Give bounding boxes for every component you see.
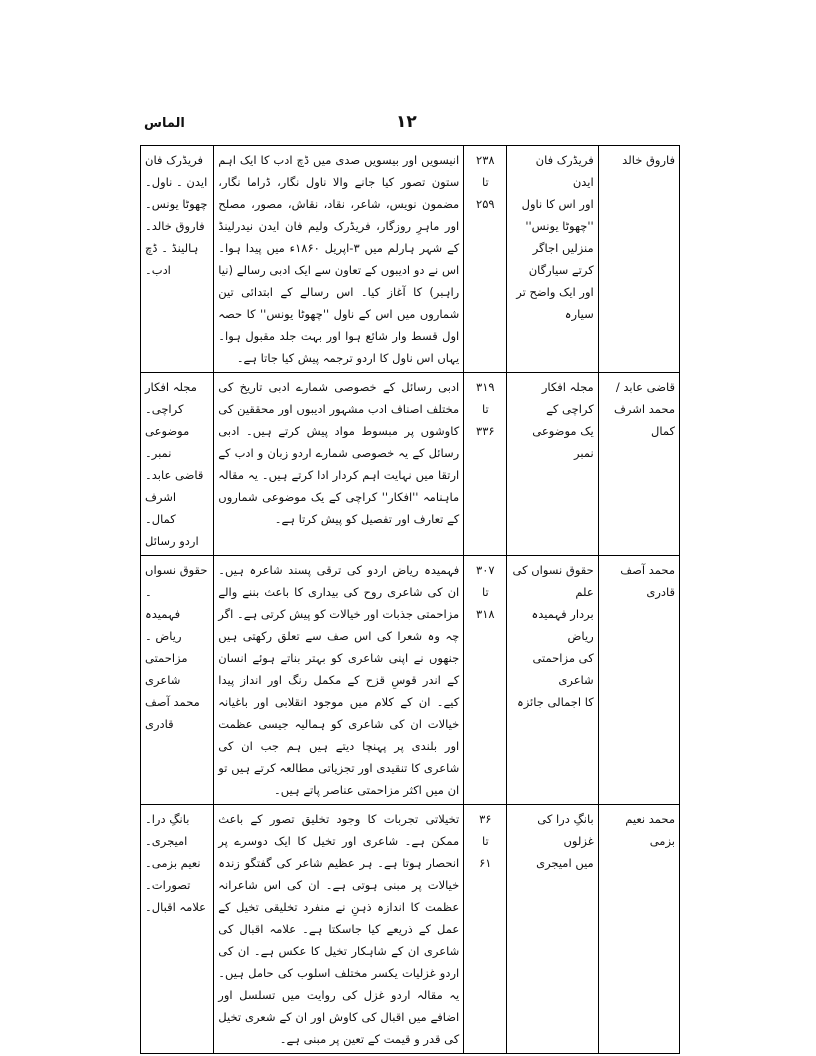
keyword: فاروق خالد۔ [145,219,205,233]
page-end: ۶۱ [479,856,492,870]
abstract-text: فہمیدہ ریاض اردو کی ترقی پسند شاعرہ ہیں۔ ان کی شاعری روح کی بیداری کا باعث بننے والے مزاحمتی جذبات اور خیالات کو پیش کرتی ہے۔ اگر چہ وہ شعرا کی اس صف سے تعلق رکھتی ہیں جنھوں نے اپنی شاعری کو بہتر بناتے ہوئے انسان کے اندر قوسِ قزح کے مکمل رنگ اور انداز پیدا کیے۔ ان کے کلام میں موجود انقلابی اور باغیانہ خیالات ان کی شاعری کو ہمالیہ جیسی عظمت اور بلندی پر پہنچا دیتے ہیں ہم جب ان کی شاعری کا تنقیدی اور تجزیاتی مطالعہ کرتے ہیں تو ان میں اکثر مزاحمتی عناصر پاتے ہیں۔ [218,563,460,797]
title-line: اور ایک واضح تر [516,285,594,299]
page-header [144,112,676,134]
abstract-text: انیسویں اور بیسویں صدی میں ڈچ ادب کا ایک اہم ستون تصور کیا جانے والا ناول نگار، ڈراما نگار، مضمون نویس، شاعر، نقاد، نقاش، مصور، مصلح اور ماہرِ روزگار، فریڈرک ولیم فان ایدن نیدرلینڈ کے شہر ہارلم میں ۳-اپریل ۱۸۶۰ء میں پیدا ہوا۔ اس نے دو ادیبوں کے تعاون سے ایک ادبی رسالے (نیا راہبر) کا آغاز کیا۔ اس رسالے کے ابتدائی تین شماروں میں اس کے ناول ''چھوٹا یونس'' کا حصہ اول قسط وار شائع ہوا اور بہت جلد مقبول ہوا۔ یہاں اس ناول کا اردو ترجمہ پیش کیا جاتا ہے۔ [218,153,460,365]
keyword: اردو رسائل [145,534,199,548]
pages-cell [464,805,507,1054]
keyword: نعیم بزمی۔ [145,856,201,870]
keyword: مجلہ افکار کراچی۔ [145,380,197,416]
author-cell [598,556,679,805]
author-name: قاضی عابد / محمد اشرف کمال [613,380,675,438]
title-line: یک موضوعی نمبر [532,424,594,460]
keywords-cell [141,373,214,556]
page-start: ۳۶ [479,812,492,826]
author-cell [598,805,679,1054]
abstract-cell [214,556,464,805]
page-separator: تا [481,585,489,599]
title-cell [507,146,598,373]
table-row [141,373,680,556]
author-name: محمد نعیم بزمی [625,812,675,848]
keyword: فہمیدہ ریاض ۔ [145,607,182,643]
abstract-cell [214,805,464,1054]
table-row [141,556,680,805]
pages-cell [464,146,507,373]
abstract-text: تخیلاتی تجربات کا وجود تخلیق تصور کے باعث ممکن ہے۔ شاعری اور تخیل کا ایک دوسرے پر انحصار ہوتا ہے۔ ہر عظیم شاعر کی گفتگو زندہ خیالات پر مبنی ہوتی ہے۔ ان کی اس شاعرانہ عظمت کا اندازہ ذہنِ نے منفرد تخلیقی تخیل کے عمل کے ذریعے کیا جاسکتا ہے۔ علامہ اقبال کی شاعری ان کے شاہکار تخیل کا عکس ہے۔ ان کی اردو غزلیات یکسر مختلف اسلوب کی حامل ہیں۔ یہ مقالہ اردو غزل کی روایت میں تسلسل اور اضافے میں اقبال کی کاوش اور ان کے شعری تخیل کی قدر و قیمت کے تعین پر مبنی ہے۔ [218,812,460,1046]
keywords-cell [141,556,214,805]
keyword: امیجری۔ [145,834,188,848]
table-row [141,146,680,373]
title-line: حقوق نسواں کی علم [512,563,594,599]
title-line: سیارہ [564,307,594,321]
keyword: فریڈرک فان [145,153,204,167]
keyword: تصورات۔ [145,878,191,892]
author-name: محمد آصف قادری [620,563,675,599]
journal-name: الماس [144,116,185,131]
abstract-text: ادبی رسائل کے خصوصی شمارے ادبی تاریخ کی مختلف اصناف ادب مشہور ادیبوں اور محققین کی کاوشوں پر مبسوط مواد پیش کرتے ہیں۔ ادبی رسائل کے یہ خصوصی شمارے اردو زبان و ادب کے ارتقا میں نہایت اہم کردار ادا کرتے ہیں۔ یہ مقالہ ماہنامہ ''افکار'' کراچی کے یک موضوعی شماروں کے تعارف اور تفصیل کو پیش کرتا ہے۔ [218,380,460,526]
keyword: مزاحمتی شاعری [145,651,188,687]
article-index-table [140,145,680,1054]
keywords-cell [141,146,214,373]
title-line: ''چھوٹا یونس'' [525,219,594,233]
title-line: کی مزاحمتی شاعری [532,651,594,687]
author-cell [598,373,679,556]
title-line: بانگِ درا کی غزلوں [537,812,594,848]
page-start: ۲۳۸ [476,153,495,167]
title-line: بردار فہمیدہ ریاض [531,607,594,643]
title-line: اور اس کا ناول [521,197,594,211]
author-name: فاروق خالد [622,153,675,167]
keyword: ایدن ۔ ناول۔ [145,175,208,189]
page-start: ۳۰۷ [476,563,495,577]
page-separator: تا [481,402,489,416]
page-end: ۳۳۶ [476,424,495,438]
keyword: بانگِ درا۔ [145,812,190,826]
keyword: چھوٹا یونس۔ [145,197,208,211]
keyword: علامہ اقبال۔ [145,900,207,914]
title-line: منزلیں اجاگر [532,241,594,255]
page-separator: تا [481,834,489,848]
page-separator: تا [481,175,489,189]
keyword: قاضی عابد۔ [145,468,204,482]
abstract-cell [214,146,464,373]
pages-cell [464,556,507,805]
keyword: موضوعی نمبر۔ [145,424,190,460]
keyword: محمد آصف قادری [145,695,200,731]
author-cell [598,146,679,373]
pages-cell [464,373,507,556]
title-cell [507,556,598,805]
title-line: فریڈرک فان ایدن [535,153,594,189]
title-line: مجلہ افکار کراچی کے [541,380,594,416]
title-cell [507,373,598,556]
keyword: ہالینڈ ۔ ڈچ ادب۔ [145,241,199,277]
title-line: کا اجمالی جائزہ [516,695,594,709]
abstract-cell [214,373,464,556]
page-end: ۲۵۹ [476,197,495,211]
page-end: ۳۱۸ [476,607,495,621]
page-start: ۳۱۹ [476,380,495,394]
keyword: اشرف کمال۔ [145,490,177,526]
title-line: میں امیجری [536,856,594,870]
title-cell [507,805,598,1054]
page-number: ۱۲ [396,112,417,132]
table-row [141,805,680,1054]
keywords-cell [141,805,214,1054]
keyword: حقوق نسواں ۔ [145,563,208,599]
title-line: کرتے سیارگان [528,263,594,277]
